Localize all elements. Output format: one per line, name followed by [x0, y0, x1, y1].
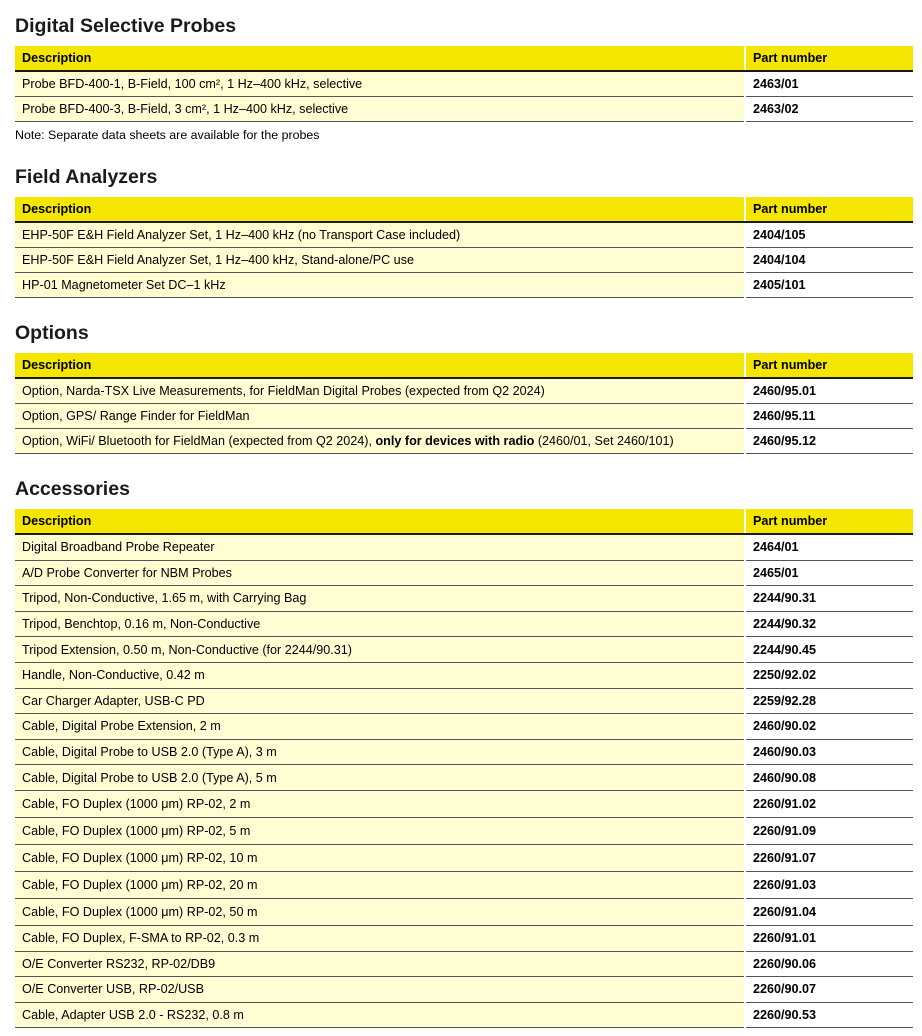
table-row	[15, 871, 913, 898]
row-part-number: 2460/90.08	[745, 765, 913, 791]
row-part-number: 2260/91.02	[745, 790, 913, 817]
table-row	[15, 404, 913, 429]
table-row	[15, 273, 913, 298]
options-table	[15, 353, 913, 454]
row-description-text: (2460/01, Set 2460/101)	[534, 434, 674, 448]
row-description: A/D Probe Converter for NBM Probes	[15, 560, 745, 586]
probes-note: Note: Separate data sheets are available for the probes	[15, 128, 320, 142]
table-row	[15, 714, 913, 740]
row-description: Cable, FO Duplex (1000 μm) RP-02, 2 m	[15, 790, 745, 817]
table-row	[15, 739, 913, 765]
row-description: O/E Converter USB, RP-02/USB	[15, 977, 745, 1003]
column-header-description: Description	[15, 197, 745, 222]
row-description: Digital Broadband Probe Repeater	[15, 534, 745, 560]
section-title: Accessories	[15, 478, 130, 500]
row-part-number: 2404/105	[745, 222, 913, 248]
row-part-number: 2463/02	[745, 97, 913, 122]
analyzers-table	[15, 197, 913, 298]
row-part-number: 2405/101	[745, 273, 913, 298]
section-options	[15, 319, 913, 454]
row-part-number: 2250/92.02	[745, 662, 913, 688]
row-description: Probe BFD-400-1, B-Field, 100 cm², 1 Hz–400 kHz, selective	[15, 71, 745, 97]
row-description: EHP-50F E&H Field Analyzer Set, 1 Hz–400 kHz (no Transport Case included)	[15, 222, 745, 248]
row-description: Handle, Non-Conductive, 0.42 m	[15, 662, 745, 688]
row-part-number: 2460/95.11	[745, 404, 913, 429]
table-row	[15, 97, 913, 122]
table-row	[15, 611, 913, 637]
table-row	[15, 637, 913, 663]
row-description: Option, Narda-TSX Live Measurements, for FieldMan Digital Probes (expected from Q2 2024)	[15, 378, 745, 404]
table-row	[15, 662, 913, 688]
row-part-number: 2260/91.03	[745, 871, 913, 898]
column-header-part-number: Part number	[745, 197, 913, 222]
row-description: Cable, FO Duplex (1000 μm) RP-02, 10 m	[15, 844, 745, 871]
row-description: Tripod, Benchtop, 0.16 m, Non-Conductive	[15, 611, 745, 637]
column-header-part-number: Part number	[745, 509, 913, 534]
table-row	[15, 429, 913, 454]
table-row	[15, 534, 913, 560]
section-field-analyzers	[15, 163, 913, 298]
row-description: Cable, FO Duplex (1000 μm) RP-02, 5 m	[15, 817, 745, 844]
column-header-description: Description	[15, 46, 745, 71]
section-title: Digital Selective Probes	[15, 15, 237, 37]
row-description: Cable, Adapter USB 2.0 - RS232, 0.8 m	[15, 1002, 745, 1028]
table-header-row	[15, 353, 913, 378]
table-row	[15, 1002, 913, 1028]
column-header-description: Description	[15, 509, 745, 534]
table-row	[15, 925, 913, 951]
table-row	[15, 222, 913, 248]
row-part-number: 2260/90.07	[745, 977, 913, 1003]
table-row	[15, 765, 913, 791]
section-title: Options	[15, 322, 89, 344]
table-header-row	[15, 509, 913, 534]
table-row	[15, 790, 913, 817]
row-part-number: 2464/01	[745, 534, 913, 560]
row-description: Cable, Digital Probe to USB 2.0 (Type A), 5 m	[15, 765, 745, 791]
row-description: EHP-50F E&H Field Analyzer Set, 1 Hz–400 kHz, Stand-alone/PC use	[15, 248, 745, 273]
row-part-number: 2259/92.28	[745, 688, 913, 714]
table-row	[15, 586, 913, 612]
row-part-number: 2260/91.01	[745, 925, 913, 951]
row-description-emphasis: only for devices with radio	[375, 434, 535, 448]
row-description: Cable, FO Duplex, F-SMA to RP-02, 0.3 m	[15, 925, 745, 951]
row-part-number: 2260/90.53	[745, 1002, 913, 1028]
row-part-number: 2260/91.09	[745, 817, 913, 844]
row-part-number: 2260/90.06	[745, 951, 913, 977]
row-description	[15, 429, 745, 454]
row-part-number: 2460/95.01	[745, 378, 913, 404]
row-part-number: 2463/01	[745, 71, 913, 97]
row-description: Car Charger Adapter, USB-C PD	[15, 688, 745, 714]
row-part-number: 2460/95.12	[745, 429, 913, 454]
row-description: Tripod Extension, 0.50 m, Non-Conductive (for 2244/90.31)	[15, 637, 745, 663]
row-part-number: 2460/90.02	[745, 714, 913, 740]
row-part-number: 2244/90.45	[745, 637, 913, 663]
row-description: HP-01 Magnetometer Set DC–1 kHz	[15, 273, 745, 298]
row-description: Option, GPS/ Range Finder for FieldMan	[15, 404, 745, 429]
row-part-number: 2465/01	[745, 560, 913, 586]
row-part-number: 2460/90.03	[745, 739, 913, 765]
row-part-number: 2260/91.07	[745, 844, 913, 871]
table-header-row	[15, 46, 913, 71]
row-part-number: 2404/104	[745, 248, 913, 273]
row-description: Cable, FO Duplex (1000 μm) RP-02, 50 m	[15, 898, 745, 925]
probes-table	[15, 46, 913, 122]
row-description: Cable, FO Duplex (1000 μm) RP-02, 20 m	[15, 871, 745, 898]
column-header-part-number: Part number	[745, 353, 913, 378]
row-description: Cable, Digital Probe to USB 2.0 (Type A), 3 m	[15, 739, 745, 765]
row-description: O/E Converter RS232, RP-02/DB9	[15, 951, 745, 977]
table-row	[15, 688, 913, 714]
section-accessories	[15, 475, 913, 1028]
row-description: Tripod, Non-Conductive, 1.65 m, with Carrying Bag	[15, 586, 745, 612]
table-row	[15, 844, 913, 871]
section-title: Field Analyzers	[15, 166, 158, 188]
table-row	[15, 71, 913, 97]
table-row	[15, 817, 913, 844]
column-header-description: Description	[15, 353, 745, 378]
table-header-row	[15, 197, 913, 222]
row-description-text: Option, WiFi/ Bluetooth for FieldMan (expected from Q2 2024),	[22, 434, 376, 448]
table-row	[15, 248, 913, 273]
table-row	[15, 560, 913, 586]
row-part-number: 2260/91.04	[745, 898, 913, 925]
column-header-part-number: Part number	[745, 46, 913, 71]
row-description: Probe BFD-400-3, B-Field, 3 cm², 1 Hz–400 kHz, selective	[15, 97, 745, 122]
table-row	[15, 951, 913, 977]
row-part-number: 2244/90.32	[745, 611, 913, 637]
accessories-table	[15, 509, 913, 1028]
row-description: Cable, Digital Probe Extension, 2 m	[15, 714, 745, 740]
section-digital-selective-probes	[15, 12, 913, 142]
row-part-number: 2244/90.31	[745, 586, 913, 612]
table-row	[15, 977, 913, 1003]
table-row	[15, 898, 913, 925]
table-row	[15, 378, 913, 404]
